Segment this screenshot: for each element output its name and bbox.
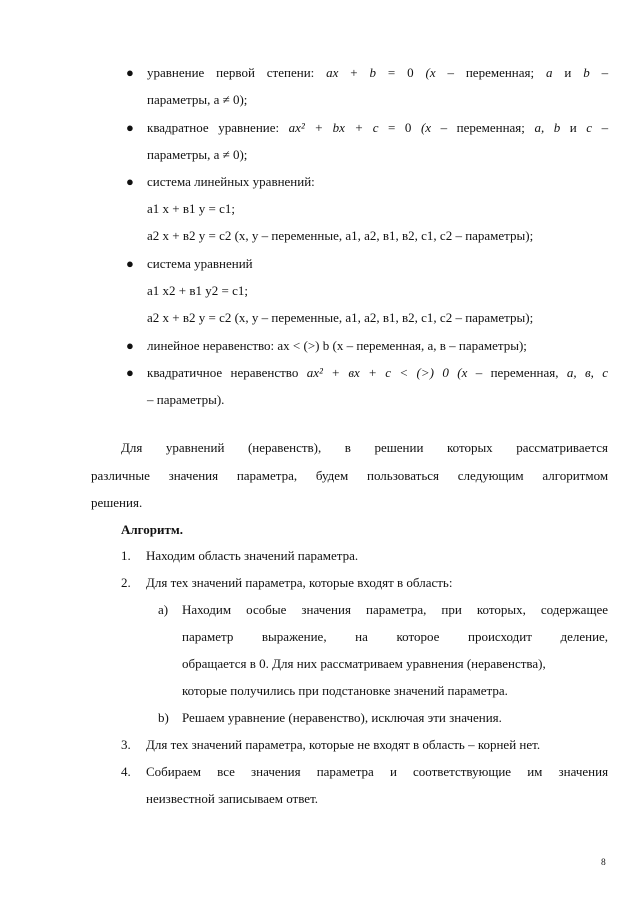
bullet-5-text: линейное неравенство: ax < (>) b (x – переменная, a, в – параметры); xyxy=(147,338,527,353)
algorithm-title: Алгоритм. xyxy=(121,522,183,537)
bullet-1-line-2: параметры, a ≠ 0); xyxy=(147,92,248,107)
bullet-2-line-1: квадратное уравнение: ax² + bx + c = 0 (x – переменная; a, b и c – xyxy=(147,120,609,135)
bullet-1-line-1: уравнение первой степени: ax + b = 0 (x – переменная; a и b – xyxy=(147,65,609,80)
substep-b-label: b) xyxy=(158,710,169,725)
bullet-marker: ● xyxy=(126,338,134,353)
substep-a-line-3: обращается в 0. Для них рассматриваем уравнения (неравенства), xyxy=(182,656,546,671)
bullet-6-line-2: – параметры). xyxy=(147,392,225,407)
step-2-text: Для тех значений параметра, которые входят в область: xyxy=(146,575,453,590)
system-2-equation-1: a1 x2 + в1 y2 = c1; xyxy=(147,283,248,298)
bullet-marker: ● xyxy=(126,365,134,380)
bullet-marker: ● xyxy=(126,120,134,135)
step-3-number: 3. xyxy=(121,737,131,752)
step-4-number: 4. xyxy=(121,764,131,779)
substep-a-line-2: параметр выражение, на которое происходит деление, xyxy=(182,629,609,644)
substep-a-line-1: Находим особые значения параметра, при которых, содержащее xyxy=(182,602,608,617)
system-2-equation-2: a2 x + в2 y = c2 (x, y – переменные, a1, a2, в1, в2, c1, c2 – параметры); xyxy=(147,310,534,325)
substep-a-label: a) xyxy=(158,602,169,617)
step-4-line-2: неизвестной записываем ответ. xyxy=(146,791,319,806)
step-3-text: Для тех значений параметра, которые не входят в область – корней нет. xyxy=(146,737,541,752)
step-2-number: 2. xyxy=(121,575,131,590)
page-number: 8 xyxy=(601,858,606,868)
paragraph-line-2: различные значения параметра, будем пользоваться следующим алгоритмом xyxy=(91,468,609,483)
substep-a-line-4: которые получились при подстановке значений параметра. xyxy=(182,683,508,698)
bullet-marker: ● xyxy=(126,65,134,80)
bullet-4-text: система уравнений xyxy=(147,256,253,271)
bullet-3-text: система линейных уравнений: xyxy=(147,174,315,189)
system-1-equation-1: a1 x + в1 y = c1; xyxy=(147,201,235,216)
step-4-line-1: Собираем все значения параметра и соответствующие им значения xyxy=(146,764,609,779)
bullet-marker: ● xyxy=(126,174,134,189)
bullet-2-line-2: параметры, a ≠ 0); xyxy=(147,147,248,162)
step-1-text: Находим область значений параметра. xyxy=(146,548,359,563)
paragraph-line-3: решения. xyxy=(91,495,143,510)
paragraph-line-1: Для уравнений (неравенств), в решении которых рассматривается xyxy=(121,440,609,455)
system-1-equation-2: a2 x + в2 y = c2 (x, y – переменные, a1, a2, в1, в2, c1, c2 – параметры); xyxy=(147,228,534,243)
bullet-marker: ● xyxy=(126,256,134,271)
substep-b-text: Решаем уравнение (неравенство), исключая эти значения. xyxy=(182,710,502,725)
bullet-6-line-1: квадратичное неравенство ax² + вx + c < (>) 0 (x – переменная, a, в, c xyxy=(147,365,609,380)
step-1-number: 1. xyxy=(121,548,131,563)
